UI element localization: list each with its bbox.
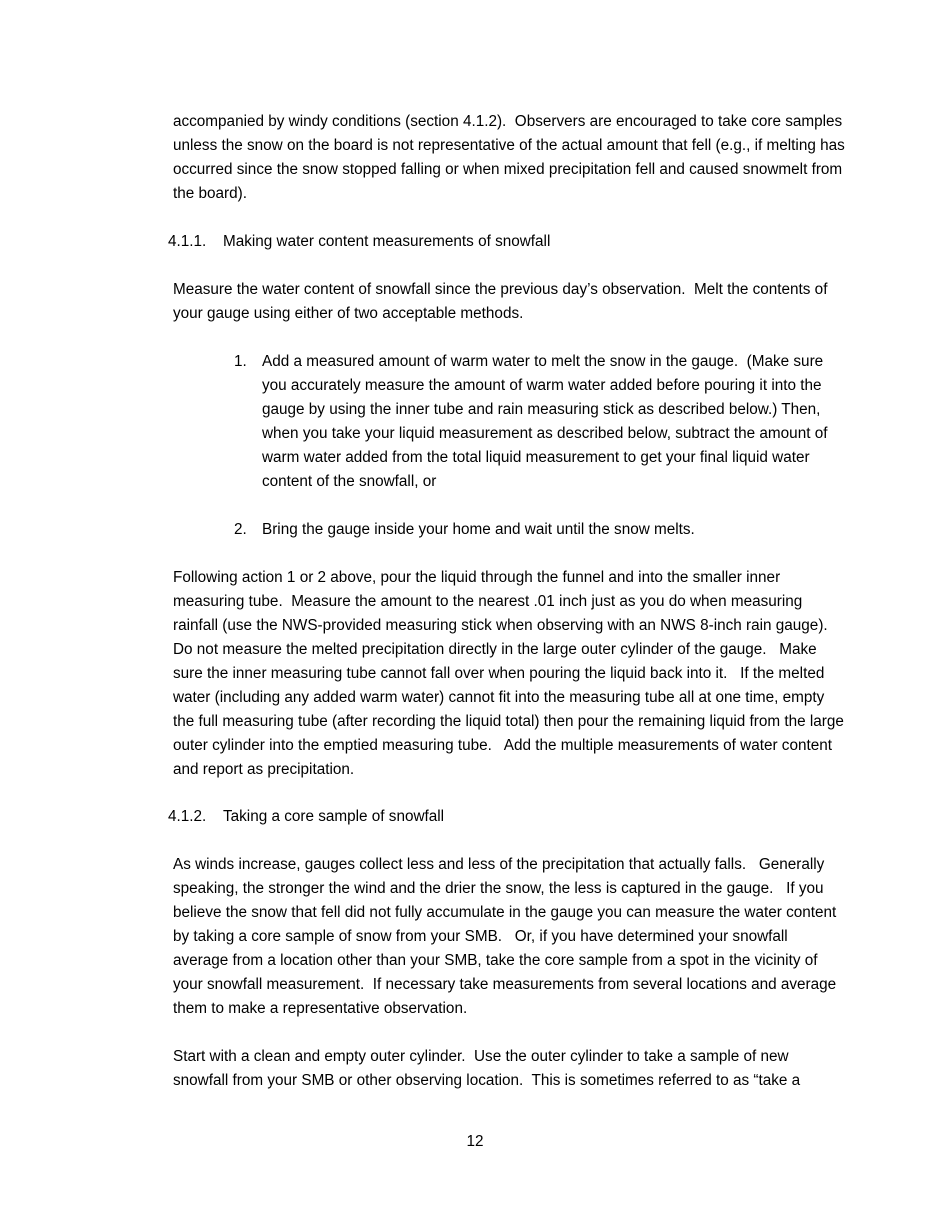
section-title: Making water content measurements of snowfall (223, 233, 551, 250)
list-item-method-1 (234, 350, 834, 494)
section-heading-4-1-2 (168, 805, 444, 829)
section-heading-4-1-1 (168, 230, 550, 254)
list-item-text: Add a measured amount of warm water to melt the snow in the gauge. (Make sure you accurately measure the amount of warm water added before pouring it into the gauge by using the inner tube and rain measuring stick as described below.) Then, when you take your liquid measurement as described below, subtract the amount of warm water added from the total liquid measurement to get your final liquid water content of the snowfall, or (262, 353, 832, 490)
list-item-method-2 (234, 518, 834, 542)
list-item-text: Bring the gauge inside your home and wait until the snow melts. (262, 521, 695, 538)
section-number: 4.1.2. (168, 808, 207, 825)
list-marker: 2. (234, 521, 247, 538)
section-title: Taking a core sample of snowfall (223, 808, 445, 825)
section-number: 4.1.1. (168, 233, 207, 250)
paragraph-following: Following action 1 or 2 above, pour the liquid through the funnel and into the smaller inner measuring tube. Measure the amount to the nearest .01 inch just as you do when measuring rainfall (use the NWS-provided measuring stick when observing with an NWS 8-inch rain gauge). Do not measure the melted precipitation directly in the large outer cylinder of the gauge. Make sure the inner measuring tube cannot fall over when pouring the liquid back into it. If the melted water (including any added warm water) cannot fit into the measuring tube all at one time, empty the full measuring tube (after recording the liquid total) then pour the remaining liquid from the large outer cylinder into the emptied measuring tube. Add the multiple measurements of water content and report as precipitation. (173, 569, 849, 778)
page-number: 12 (466, 1133, 484, 1150)
paragraph-start: Start with a clean and empty outer cylinder. Use the outer cylinder to take a sample of new snowfall from your SMB or other observing location. This is sometimes referred to as “take a (173, 1048, 801, 1089)
paragraph-winds: As winds increase, gauges collect less and less of the precipitation that actually falls. Generally speaking, the stronger the wind and the drier the snow, the less is captured in the gauge. If you believe the snow that fell did not fully accumulate in the gauge you can measure the water content by taking a core sample of snow from your SMB. Or, if you have determined your snowfall average from a location other than your SMB, take the core sample from a spot in the vicinity of your snowfall measurement. If necessary take measurements from several locations and average them to make a representative observation. (173, 856, 841, 1017)
list-marker: 1. (234, 353, 247, 370)
paragraph-measure: Measure the water content of snowfall since the previous day’s observation. Melt the contents of your gauge using either of two acceptable methods. (173, 281, 832, 322)
paragraph-intro: accompanied by windy conditions (section 4.1.2). Observers are encouraged to take core samples unless the snow on the board is not representative of the actual amount that fell (e.g., if melting has occurred since the snow stopped falling or when mixed precipitation fell and caused snowmelt from the board). (173, 113, 850, 202)
